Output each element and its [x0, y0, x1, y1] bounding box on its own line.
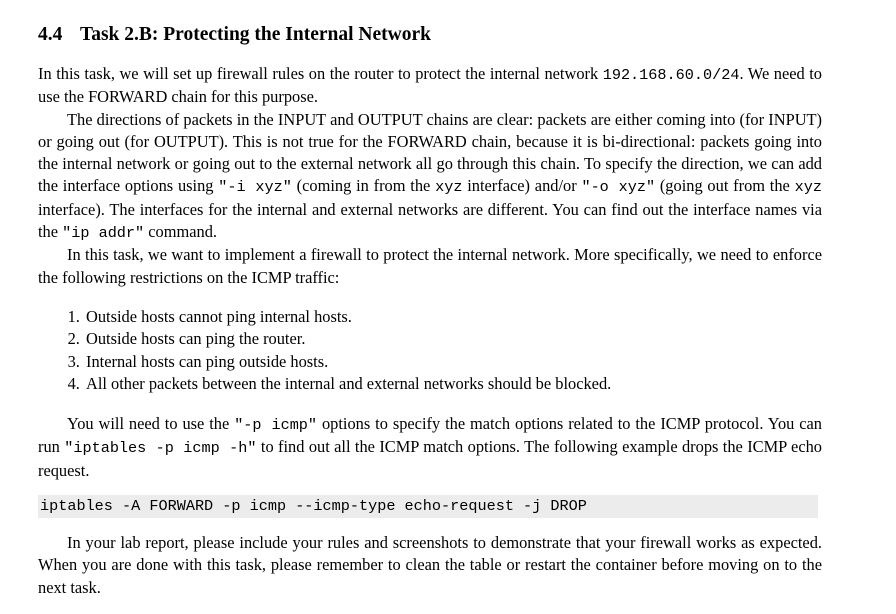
- text-run: . We need to use the FORWARD chain for this purpose.: [38, 64, 822, 107]
- paragraph-icmp-options: [38, 413, 822, 482]
- list-item: 1. Outside hosts cannot ping internal hosts.: [84, 306, 822, 328]
- restriction-list: [38, 306, 822, 395]
- text-run: to find out all the ICMP match options. The following example drops the ICMP echo request.: [38, 437, 822, 480]
- paragraph-lab-report: [38, 532, 822, 599]
- code-block-example: iptables -A FORWARD -p icmp --icmp-type echo-request -j DROP: [38, 495, 818, 518]
- section-title: Task 2.B: Protecting the Internal Network: [80, 24, 431, 45]
- section-number: 4.4: [38, 24, 63, 45]
- network-address-code: 192.168.60.0/24: [602, 66, 740, 84]
- text-run: interface) and/or: [462, 176, 582, 196]
- text-run: (going out from the: [655, 176, 795, 196]
- inline-code: "-p icmp": [234, 416, 318, 435]
- paragraph-directions: [38, 109, 822, 245]
- inline-code: "-i xyz": [218, 178, 292, 197]
- inline-code: "iptables -p icmp -h": [64, 439, 257, 458]
- text-run: In this task, we will set up firewall rules on the router to protect the internal network: [38, 64, 603, 83]
- list-item: 2. Outside hosts can ping the router.: [84, 328, 822, 350]
- text-run: You will need to use the: [67, 414, 235, 434]
- text-run: options to specify the match options related to the ICMP protocol. You can run: [38, 414, 823, 457]
- text-run: In this task, we want to implement a firewall to protect the internal network. More specifically, we need to enforce the following restrictions on the ICMP traffic:: [38, 245, 822, 287]
- text-run: In your lab report, please include your rules and screenshots to demonstrate that your firewall works as expected. When you are done with this task, please remember to clean the table or restart the container before moving on to the next task.: [38, 533, 822, 597]
- paragraph-task-goal: [38, 244, 822, 289]
- list-item: 4. All other packets between the internal and external networks should be blocked.: [84, 373, 822, 395]
- inline-code: xyz: [435, 178, 463, 197]
- inline-code: xyz: [794, 178, 822, 197]
- inline-code: "ip addr": [62, 224, 145, 243]
- text-run: command.: [144, 222, 217, 242]
- list-item: 3. Internal hosts can ping outside hosts.: [84, 351, 822, 373]
- text-run: interface). The interfaces for the internal and external networks are different. You can find out the interface names via the: [38, 199, 822, 242]
- paragraph-intro: [38, 63, 822, 109]
- section-heading: [38, 22, 822, 48]
- text-run: The directions of packets in the INPUT and OUTPUT chains are clear: packets are either coming into (for INPUT) or going out (for OUTPUT). This is not true for the FORWARD chain, because it is bi-directional: packets going into the internal network or going out to the external network all go through this chain. To specify the direction, we can add the interface options using: [38, 109, 822, 196]
- text-run: (coming in from the: [291, 176, 436, 196]
- inline-code: "-o xyz": [581, 178, 656, 197]
